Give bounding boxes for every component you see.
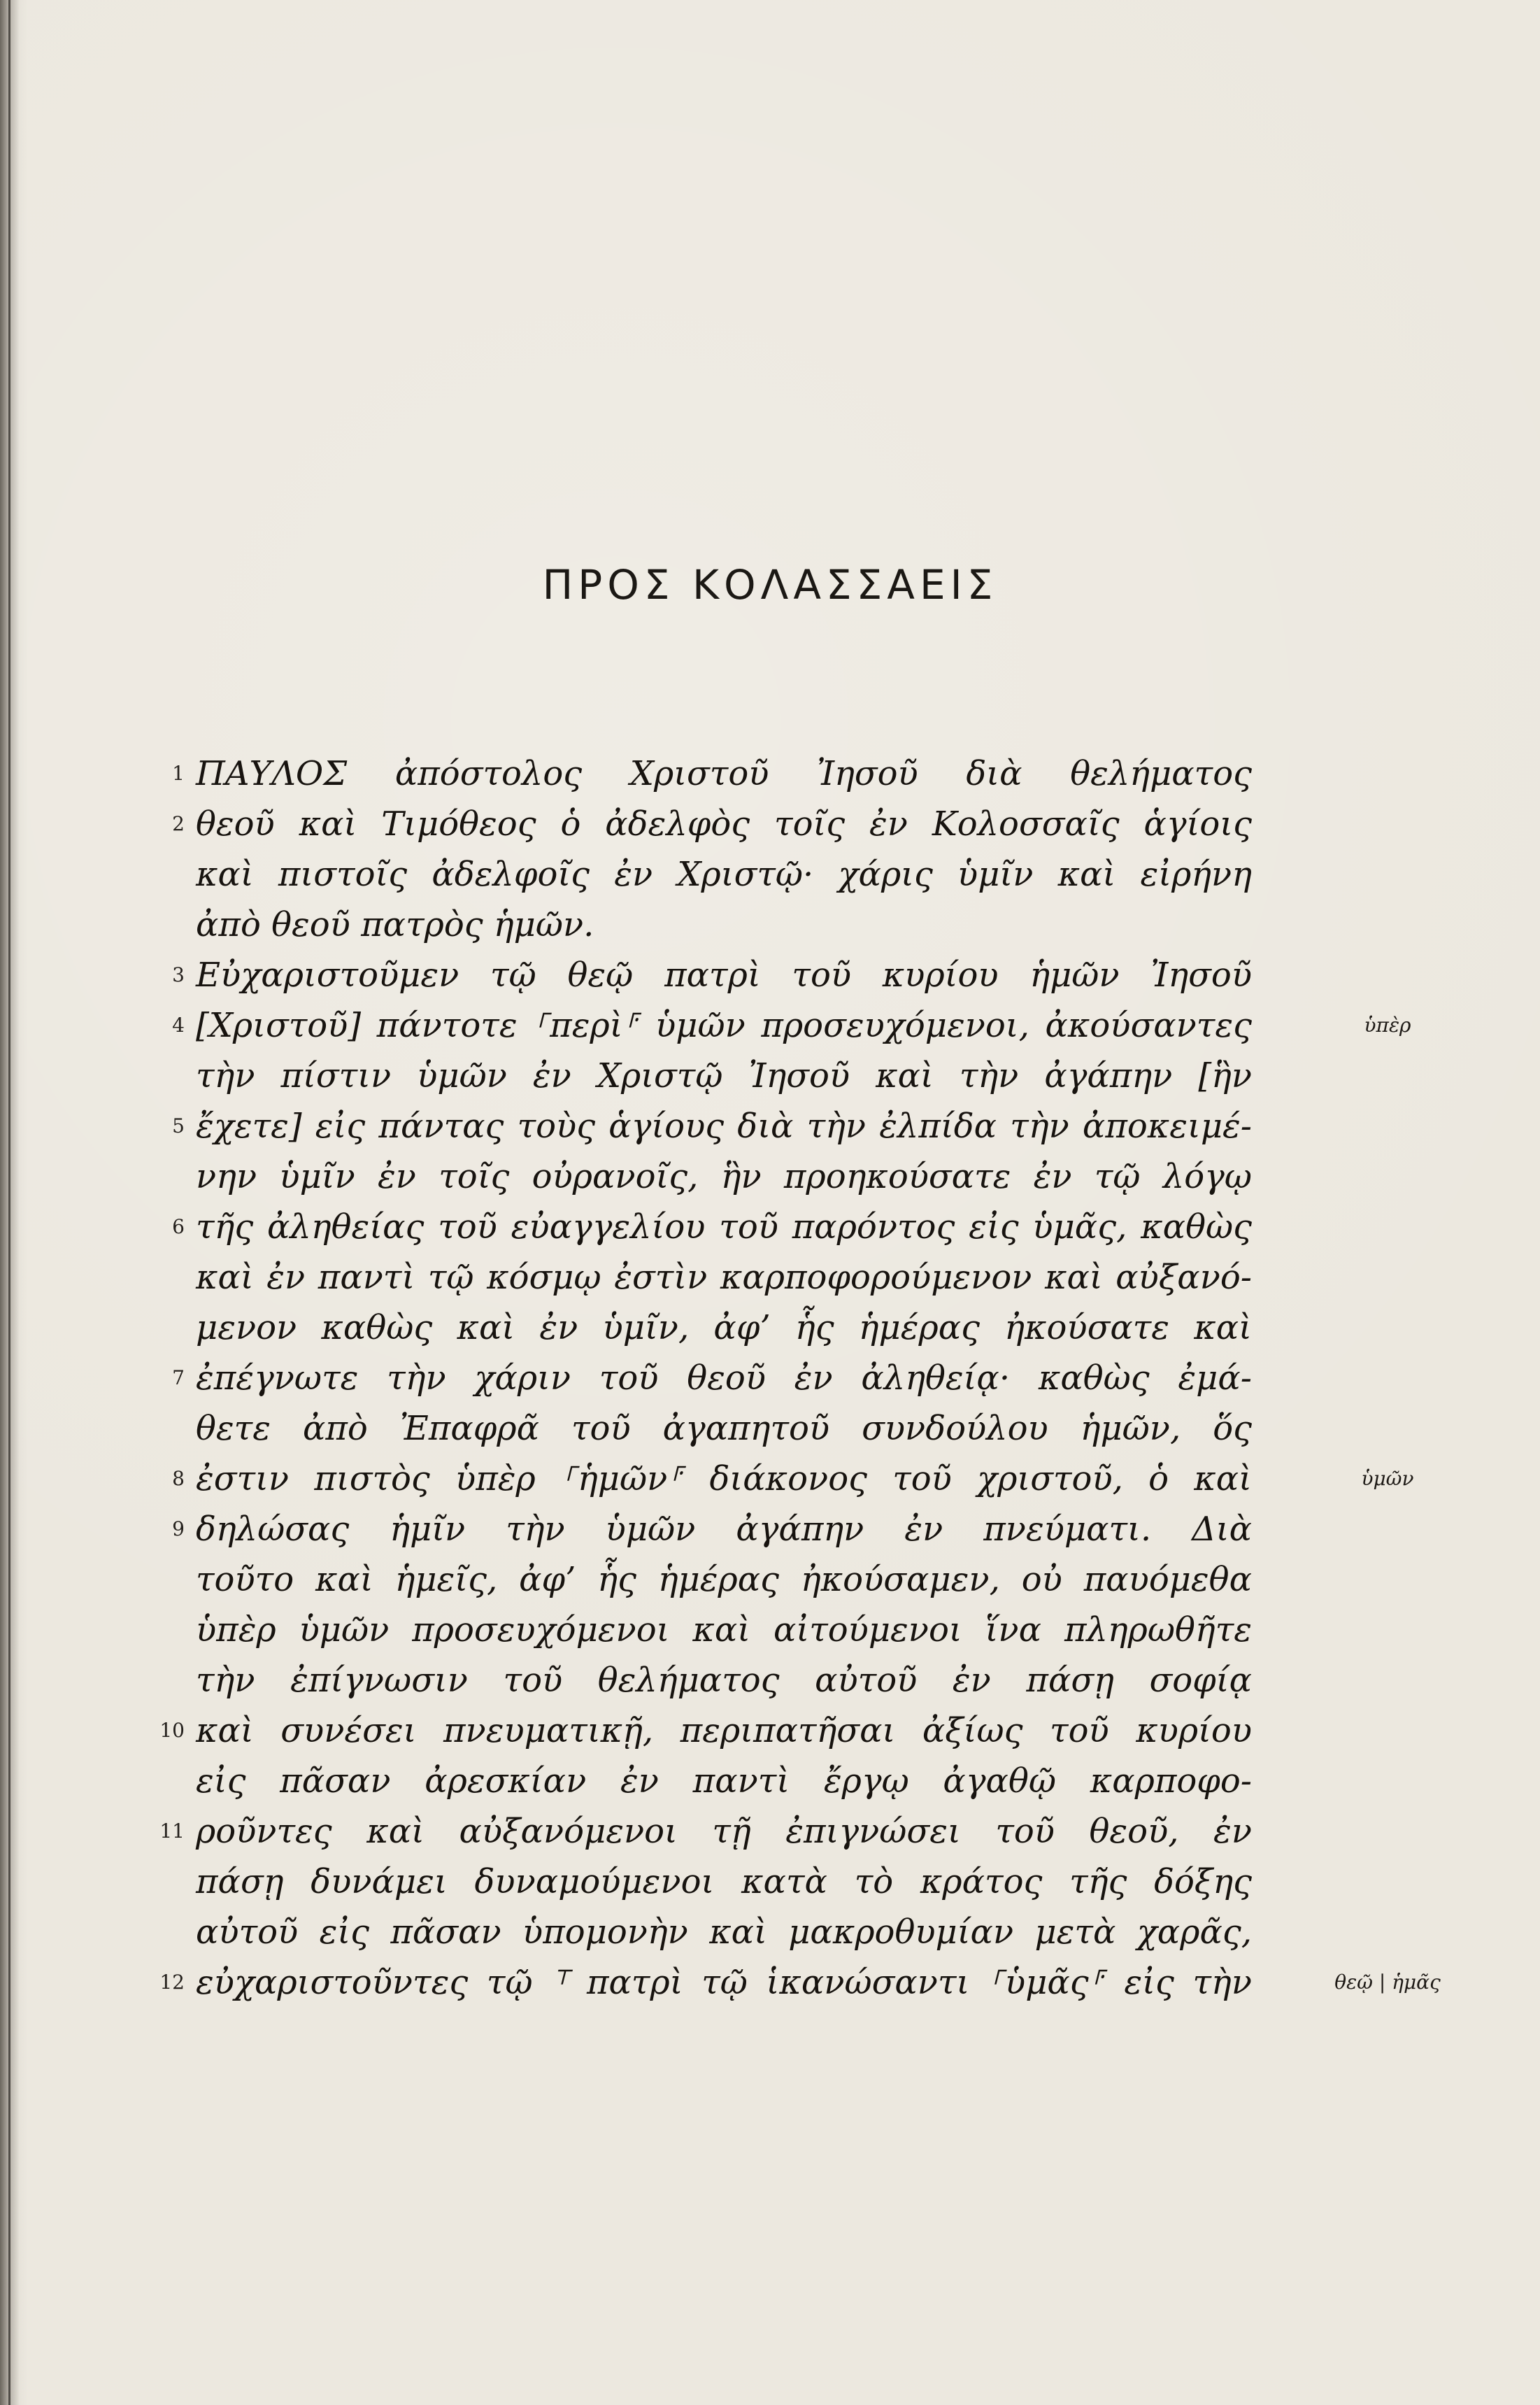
text-line <box>157 950 1255 1000</box>
verse-text: [Χριστοῦ] πάντοτε ⸀περὶ⸁ ὑμῶν προσευχόμενοι, ἀκούσαντες <box>196 1006 1253 1045</box>
text-line <box>157 1605 1255 1655</box>
text-line <box>157 1504 1255 1554</box>
margin-note: ὑμῶν <box>1361 1467 1414 1490</box>
verse-text: ἐστιν πιστὸς ὑπὲρ ⸀ἡμῶν⸁ διάκονος τοῦ χριστοῦ, ὁ καὶ <box>196 1459 1253 1498</box>
text-line <box>157 1252 1255 1303</box>
verse-text: τῆς ἀληθείας τοῦ εὐαγγελίου τοῦ παρόντος εἰς ὑμᾶς, καθὼς <box>196 1207 1252 1247</box>
verse-number: 7 <box>172 1366 185 1389</box>
page-binding-line <box>8 0 10 2405</box>
verse-text: ἐπέγνωτε τὴν χάριν τοῦ θεοῦ ἐν ἀληθείᾳ· καθὼς ἐμά- <box>196 1358 1252 1398</box>
text-line <box>157 1655 1255 1705</box>
text-line <box>157 1101 1255 1151</box>
verse-text: εἰς πᾶσαν ἀρεσκίαν ἐν παντὶ ἔργῳ ἀγαθῷ καρποφο- <box>196 1761 1252 1801</box>
text-line <box>157 1353 1255 1403</box>
verse-text: καὶ ἐν παντὶ τῷ κόσμῳ ἐστὶν καρποφορούμενον καὶ αὐξανό- <box>196 1258 1252 1297</box>
margin-note: ὑπὲρ <box>1364 1014 1411 1037</box>
verse-text: τὴν ἐπίγνωσιν τοῦ θελήματος αὐτοῦ ἐν πάσῃ σοφίᾳ <box>196 1661 1252 1700</box>
verse-text: μενον καθὼς καὶ ἐν ὑμῖν, ἀφ’ ἧς ἡμέρας ἠκούσατε καὶ <box>196 1308 1252 1347</box>
text-line <box>157 1000 1411 1051</box>
text-line <box>157 1051 1255 1101</box>
verse-number: 8 <box>172 1467 185 1490</box>
verse-text: ΠΑΥΛΟΣ ἀπόστολος Χριστοῦ Ἰησοῦ διὰ θελήματος <box>196 754 1252 793</box>
text-line <box>157 900 1255 950</box>
verse-number: 5 <box>172 1114 185 1137</box>
verse-number: 1 <box>172 762 185 785</box>
text-line <box>157 1705 1255 1756</box>
text-line <box>157 1756 1255 1806</box>
verse-text: εὐχαριστοῦντες τῷ ⸆ πατρὶ τῷ ἱκανώσαντι ⸀ὑμᾶς⸁ εἰς τὴν <box>196 1963 1252 2002</box>
text-line <box>157 1303 1255 1353</box>
verse-text: τὴν πίστιν ὑμῶν ἐν Χριστῷ Ἰησοῦ καὶ τὴν ἀγάπην [ἣν <box>196 1056 1252 1095</box>
text-line <box>157 1151 1255 1202</box>
verse-text: τοῦτο καὶ ἡμεῖς, ἀφ’ ἧς ἡμέρας ἠκούσαμεν, οὐ παυόμεθα <box>196 1560 1252 1599</box>
verse-text: θετε ἀπὸ Ἐπαφρᾶ τοῦ ἀγαπητοῦ συνδούλου ἡμῶν, ὅς <box>196 1409 1252 1448</box>
verse-number: 9 <box>172 1517 185 1540</box>
text-line <box>157 749 1255 799</box>
verse-text: ἔχετε] εἰς πάντας τοὺς ἁγίους διὰ τὴν ἐλπίδα τὴν ἀποκειμέ- <box>196 1107 1252 1146</box>
text-line <box>157 1202 1255 1252</box>
verse-text: αὐτοῦ εἰς πᾶσαν ὑπομονὴν καὶ μακροθυμίαν μετὰ χαρᾶς, <box>196 1913 1252 1952</box>
verse-text: πάσῃ δυνάμει δυναμούμενοι κατὰ τὸ κράτος τῆς δόξης <box>196 1862 1252 1901</box>
verse-text: δηλώσας ἡμῖν τὴν ὑμῶν ἀγάπην ἐν πνεύματι. Διὰ <box>196 1510 1252 1549</box>
text-line <box>157 1554 1255 1605</box>
verse-number: 4 <box>172 1014 185 1037</box>
verse-number: 10 <box>159 1719 185 1742</box>
text-line <box>157 1957 1441 2008</box>
verse-text: καὶ συνέσει πνευματικῇ, περιπατῆσαι ἀξίως τοῦ κυρίου <box>196 1711 1252 1750</box>
verse-text: καὶ πιστοῖς ἀδελφοῖς ἐν Χριστῷ· χάρις ὑμῖν καὶ εἰρήνη <box>196 855 1252 894</box>
text-line <box>157 1907 1255 1957</box>
verse-text: ἀπὸ θεοῦ πατρὸς ἡμῶν. <box>196 905 594 944</box>
verse-number: 2 <box>172 812 185 835</box>
verse-text: νην ὑμῖν ἐν τοῖς οὐρανοῖς, ἣν προηκούσατε ἐν τῷ λόγῳ <box>196 1157 1252 1196</box>
verse-number: 6 <box>172 1215 185 1238</box>
verse-number: 12 <box>159 1971 185 1994</box>
verse-text: ροῦντες καὶ αὐξανόμενοι τῇ ἐπιγνώσει τοῦ θεοῦ, ἐν <box>196 1812 1252 1851</box>
text-line <box>157 799 1255 849</box>
verse-text: Εὐχαριστοῦμεν τῷ θεῷ πατρὶ τοῦ κυρίου ἡμῶν Ἰησοῦ <box>196 956 1252 995</box>
page-title: ΠΡΟΣ ΚΟΛΑΣΣΑΕΙΣ <box>542 561 998 609</box>
text-line <box>157 1454 1414 1504</box>
verse-text: θεοῦ καὶ Τιμόθεος ὁ ἀδελφὸς τοῖς ἐν Κολοσσαῖς ἁγίοις <box>196 804 1252 844</box>
text-line <box>157 849 1255 900</box>
verse-number: 11 <box>159 1819 185 1843</box>
margin-note: θεῷ | ἡμᾶς <box>1334 1971 1441 1994</box>
text-line <box>157 1806 1255 1857</box>
text-line <box>157 1403 1255 1454</box>
verse-number: 3 <box>172 963 185 986</box>
text-line <box>157 1857 1255 1907</box>
text-block <box>157 749 1441 2008</box>
verse-text: ὑπὲρ ὑμῶν προσευχόμενοι καὶ αἰτούμενοι ἵνα πληρωθῆτε <box>196 1610 1252 1650</box>
